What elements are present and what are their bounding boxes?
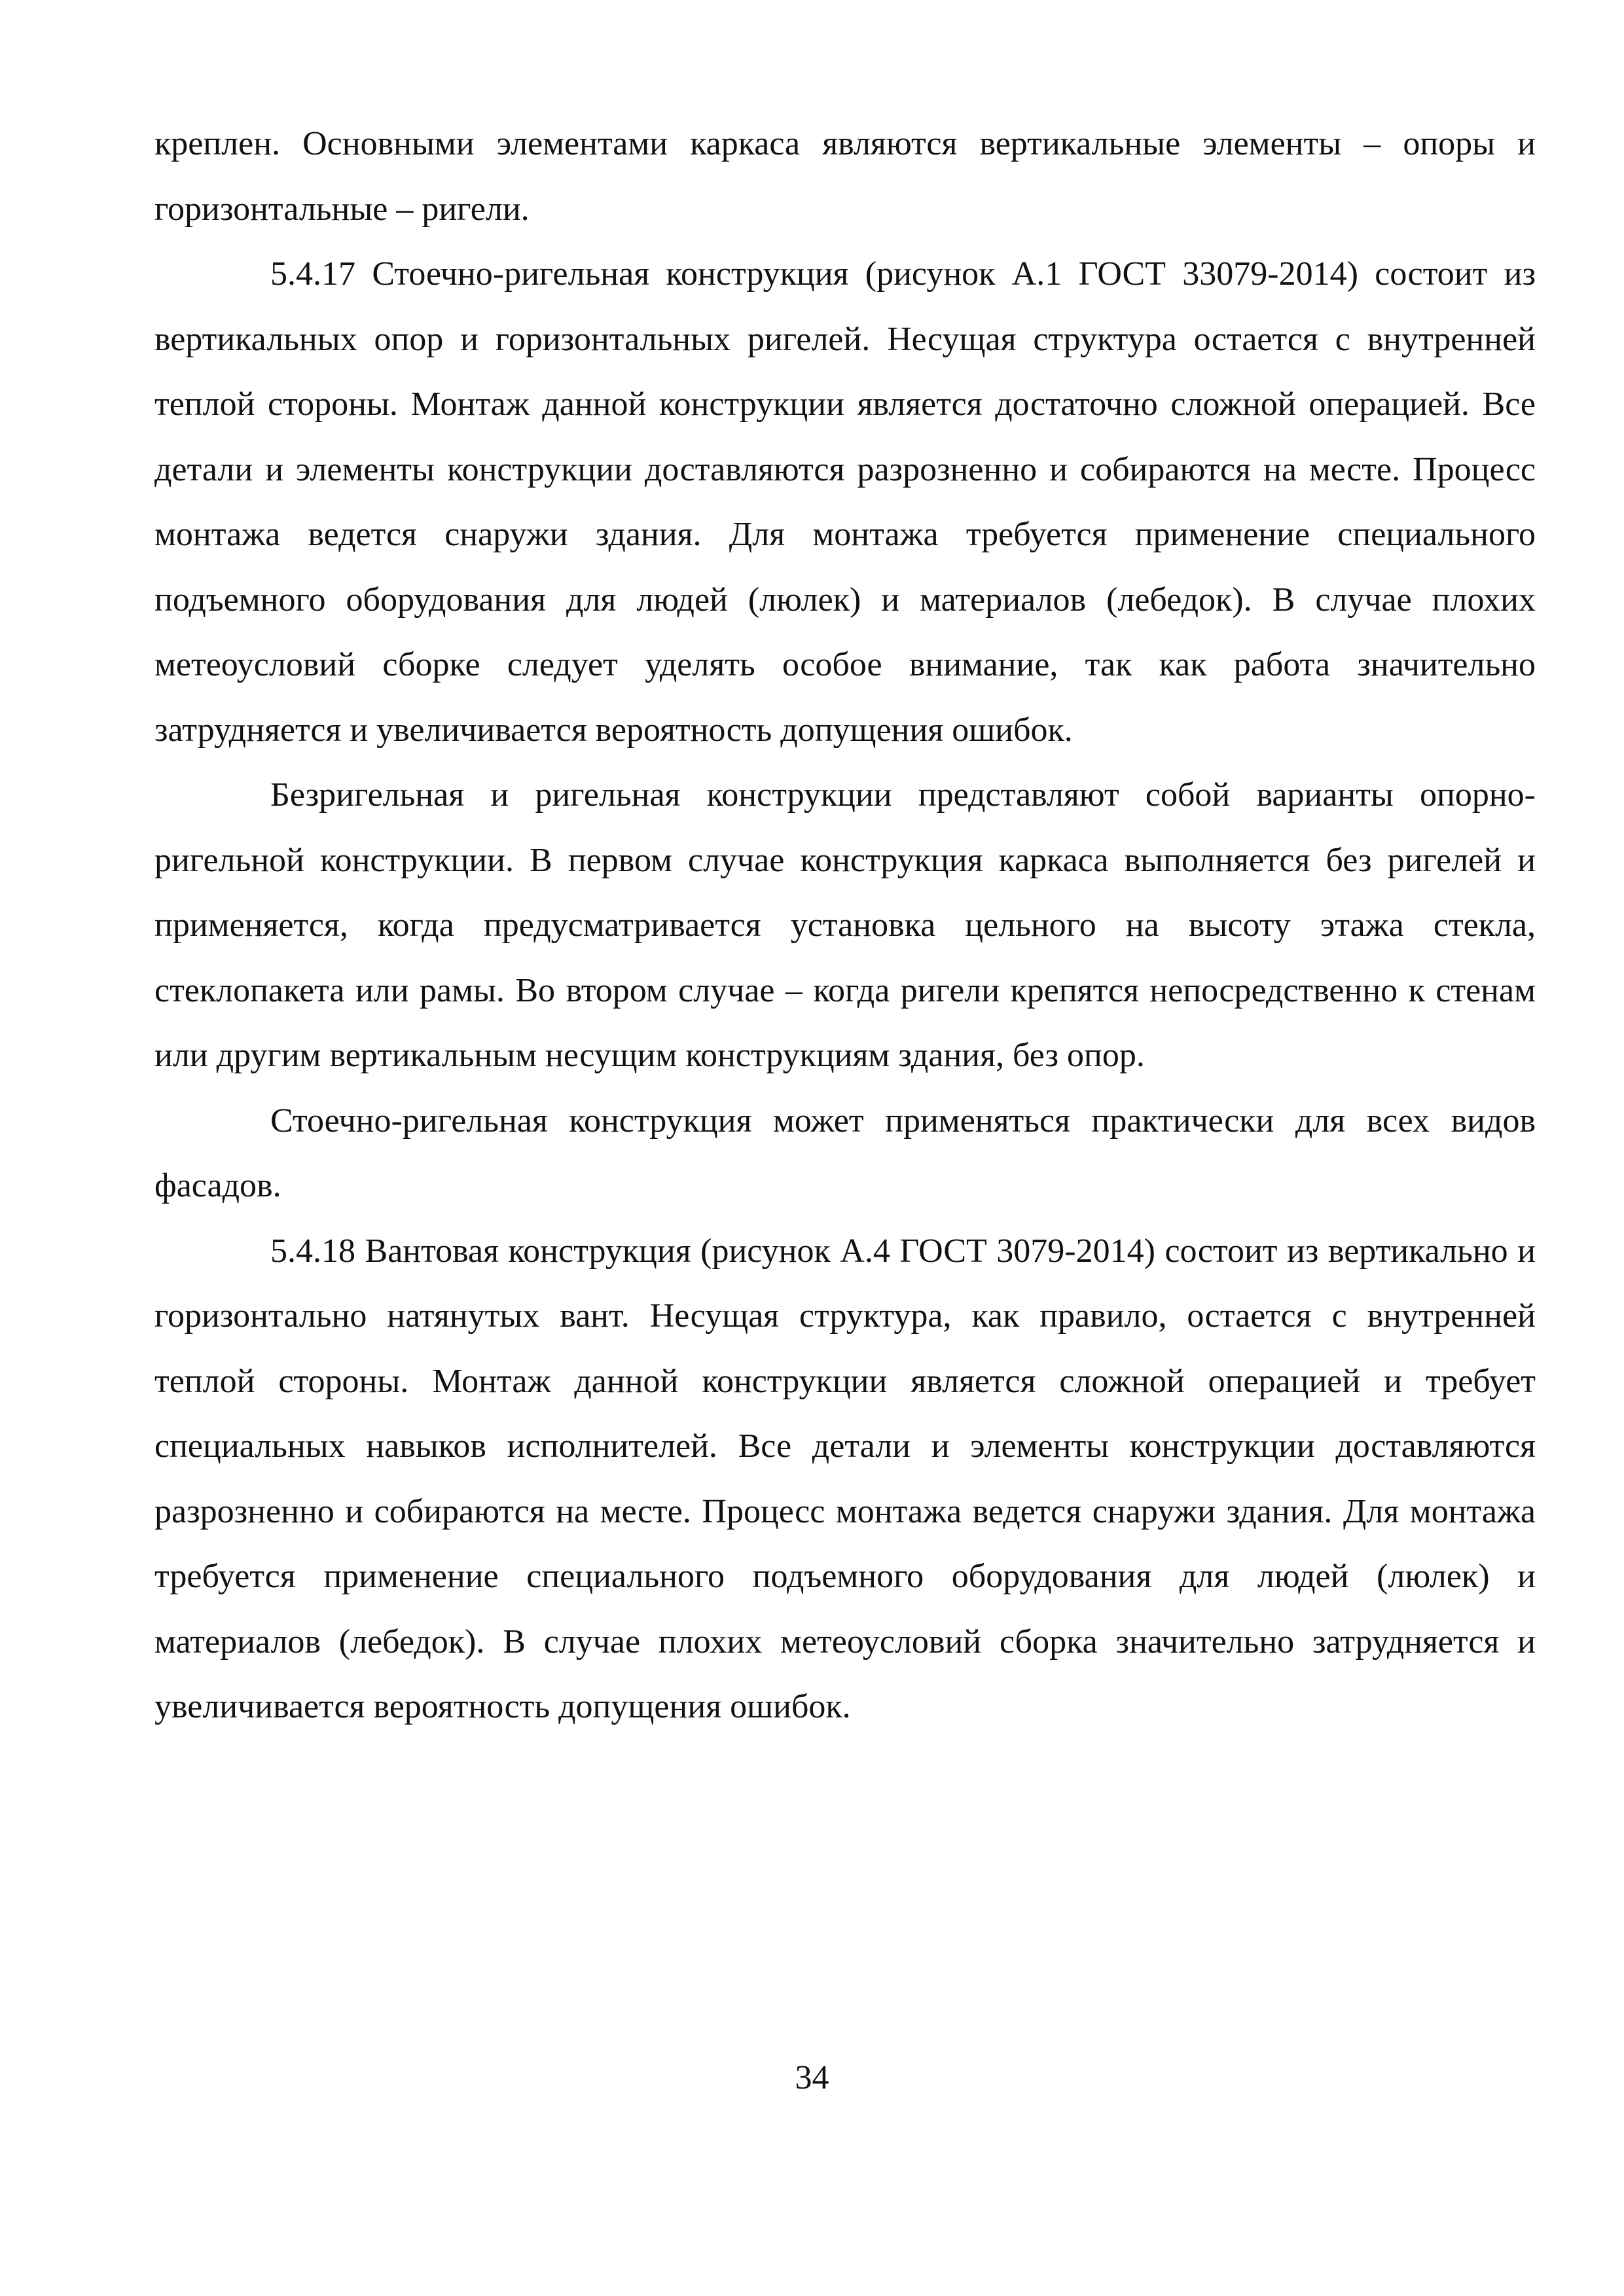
body-text	[154, 111, 1536, 1740]
paragraph-5-4-17: 5.4.17 Стоечно-ригельная конструкция (рисунок А.1 ГОСТ 33079-2014) состоит из вертикальных опор и горизонтальных ригелей. Несущая структура остается с внутренней теплой стороны. Монтаж данной конструкции является достаточно сложной операцией. Все детали и элементы конструкции доставляются разрозненно и собираются на месте. Процесс монтажа ведется снаружи здания. Для монтажа требуется применение специального подъемного оборудования для людей (люлек) и материалов (лебедок). В случае плохих метеоусловий сборке следует уделять особое внимание, так как работа значительно затрудняется и увеличивается вероятность допущения ошибок.	[154, 255, 1536, 749]
page-number: 34	[795, 2059, 829, 2096]
paragraph-5-4-18: 5.4.18 Вантовая конструкция (рисунок А.4 ГОСТ 3079-2014) состоит из вертикально и горизонтально натянутых вант. Несущая структура, как правило, остается с внутренней теплой стороны. Монтаж данной конструкции является сложной операцией и требует специальных навыков исполнителей. Все детали и элементы конструкции доставляются разрозненно и собираются на месте. Процесс монтажа ведется снаружи здания. Для монтажа требуется применение специального подъемного оборудования для людей (люлек) и материалов (лебедок). В случае плохих метеоусловий сборка значительно затрудняется и увеличивается вероятность допущения ошибок.	[154, 1232, 1536, 1725]
paragraph-continuation: креплен. Основными элементами каркаса являются вертикальные элементы – опоры и горизонтальные – ригели.	[154, 125, 1536, 228]
paragraph-transomless-construction: Безригельная и ригельная конструкции представляют собой варианты опорно-ригельной конструкции. В первом случае конструкция каркаса выполняется без ригелей и применяется, когда предусматривается установка цельного на высоту этажа стекла, стеклопакета или рамы. Во втором случае – когда ригели крепятся непосредственно к стенам или другим вертикальным несущим конструкциям здания, без опор.	[154, 776, 1536, 1074]
paragraph-facade-applicability: Стоечно-ригельная конструкция может применяться практически для всех видов фасадов.	[154, 1102, 1536, 1204]
